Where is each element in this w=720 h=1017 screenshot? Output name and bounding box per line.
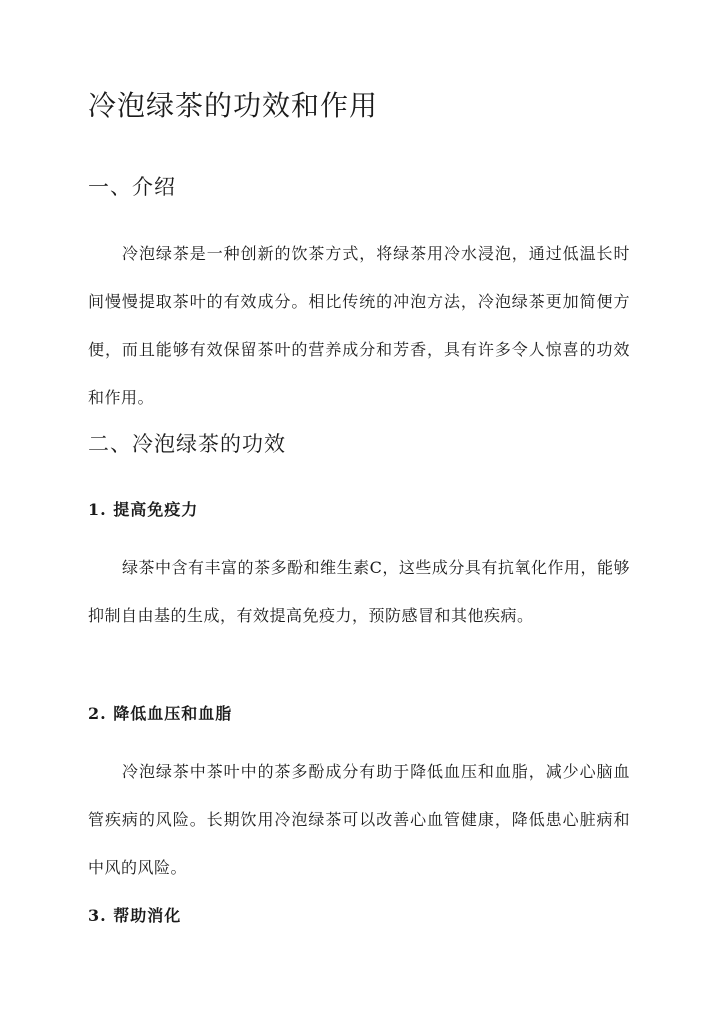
benefit-heading-digestion: 3. 帮助消化 — [88, 906, 182, 925]
document-title: 冷泡绿茶的功效和作用 — [88, 89, 379, 122]
benefit-paragraph-immunity: 绿茶中含有丰富的茶多酚和维生素C，这些成分具有抗氧化作用，能够抑制自由基的生成，有效提高免疫力，预防感冒和其他疾病。 — [88, 558, 630, 625]
benefit-heading-immunity: 1. 提高免疫力 — [88, 500, 199, 519]
introduction-paragraph: 冷泡绿茶是一种创新的饮茶方式，将绿茶用冷水浸泡，通过低温长时间慢慢提取茶叶的有效成分。相比传统的冲泡方法，冷泡绿茶更加简便方便，而且能够有效保留茶叶的营养成分和芳香，具有许多令人惊喜的功效和作用。 — [88, 244, 630, 407]
section-heading-introduction: 一、介绍 — [88, 175, 176, 199]
section-heading-benefits: 二、冷泡绿茶的功效 — [88, 432, 286, 456]
benefit-paragraph-blood-pressure: 冷泡绿茶中茶叶中的茶多酚成分有助于降低血压和血脂，减少心脑血管疾病的风险。长期饮用冷泡绿茶可以改善心血管健康，降低患心脏病和中风的风险。 — [88, 762, 630, 877]
benefit-heading-blood-pressure: 2. 降低血压和血脂 — [88, 704, 233, 723]
